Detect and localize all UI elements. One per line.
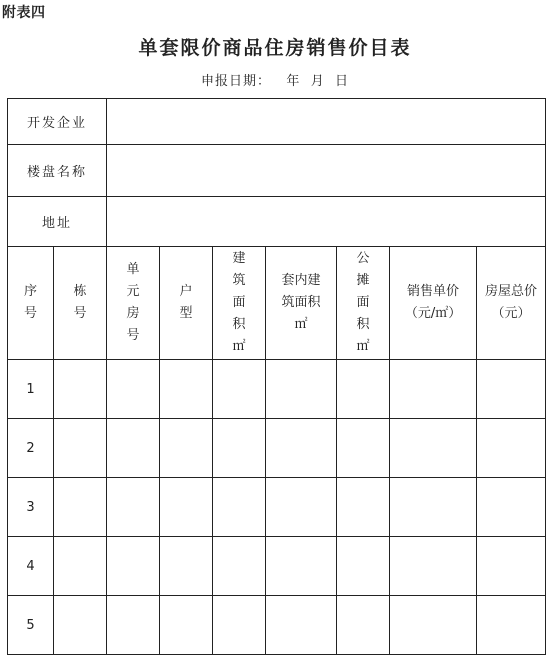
col-header-shared-area: 公摊面积㎡ bbox=[337, 247, 390, 360]
row-index: 3 bbox=[8, 478, 54, 537]
row-index: 5 bbox=[8, 596, 54, 655]
col-header-unit-room: 单元房号 bbox=[107, 247, 160, 360]
project-name-label: 楼盘名称 bbox=[8, 145, 107, 197]
info-row-address bbox=[8, 197, 546, 247]
col-header-net-area: 套内建筑面积㎡ bbox=[266, 247, 337, 360]
report-date-line bbox=[0, 70, 550, 89]
address-label: 地址 bbox=[8, 197, 107, 247]
report-date-label: 申报日期： bbox=[201, 74, 272, 89]
table-row bbox=[8, 537, 546, 596]
address-value-cell[interactable] bbox=[107, 197, 546, 247]
page-title: 单套限价商品住房销售价目表 bbox=[138, 37, 412, 59]
developer-value-cell[interactable] bbox=[107, 99, 546, 145]
col-header-layout: 户型 bbox=[160, 247, 213, 360]
report-date-year: 年 bbox=[286, 74, 301, 89]
col-header-building: 栋号 bbox=[54, 247, 107, 360]
table-row bbox=[8, 596, 546, 655]
project-name-value-cell[interactable] bbox=[107, 145, 546, 197]
price-table bbox=[7, 98, 546, 655]
row-index: 2 bbox=[8, 419, 54, 478]
row-index: 4 bbox=[8, 537, 54, 596]
report-date-day: 日 bbox=[334, 74, 349, 89]
table-row bbox=[8, 419, 546, 478]
appendix-label: 附表四 bbox=[2, 5, 46, 21]
info-row-developer bbox=[8, 99, 546, 145]
col-header-gross-area: 建筑面积㎡ bbox=[213, 247, 266, 360]
col-header-unit-price: 销售单价（元/㎡） bbox=[390, 247, 477, 360]
column-header-row bbox=[8, 247, 546, 360]
col-header-index: 序号 bbox=[8, 247, 54, 360]
col-header-total-price: 房屋总价（元） bbox=[477, 247, 546, 360]
developer-label: 开发企业 bbox=[8, 99, 107, 145]
report-date-month: 月 bbox=[310, 74, 325, 89]
table-row bbox=[8, 360, 546, 419]
info-row-project bbox=[8, 145, 546, 197]
row-index: 1 bbox=[8, 360, 54, 419]
table-row bbox=[8, 478, 546, 537]
